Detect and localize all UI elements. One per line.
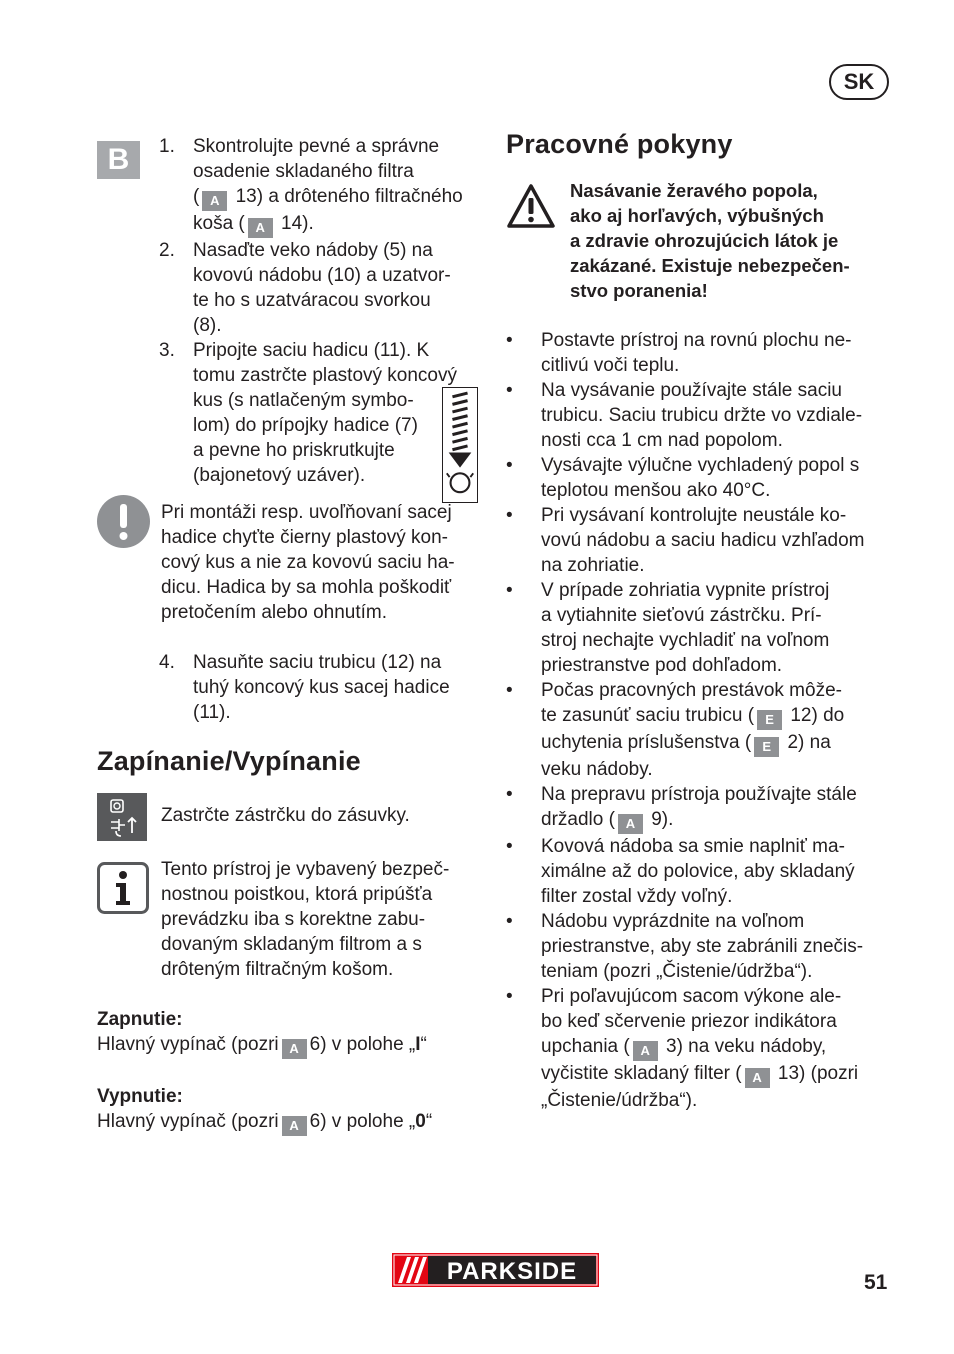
switch-off-text: Hlavný vypínač (pozri A 6) v polohe „0“ [97,1109,485,1136]
left-column [97,134,485,1136]
step-4 [97,650,485,725]
step-number: 1. [159,136,175,157]
step-text: osadenie skladaného filtra [193,161,414,182]
step-text: a pevne ho priskrutkujte [193,440,395,461]
step-number: 4. [159,652,175,673]
switch-on-label: Zapnutie: [97,1009,183,1030]
figure-ref-badge: A [282,1039,307,1059]
switch-off-label: Vypnutie: [97,1086,183,1107]
note-text: nostnou poistkou, ktorá pripúšťa [161,884,433,905]
note-text: Pri montáži resp. uvoľňovaní sacej [161,502,452,523]
step-text: Pripojte saciu hadicu (11). K [193,340,430,361]
figure-ref-badge: A [202,191,227,211]
step-text: Nasaďte veko nádoby (5) na [193,240,433,261]
step-2 [97,238,485,338]
plug-instruction [97,793,485,841]
step-3 [97,338,485,488]
info-icon [97,862,149,914]
step-number: 2. [159,240,175,261]
work-instructions-heading: Pracovné pokyny [506,129,733,159]
section-b-badge: B [97,141,140,179]
bullet: • [506,455,513,476]
bayonet-connector-icon [442,387,478,503]
step-text: kovovú nádobu (10) a uzatvor- [193,265,451,286]
page-number: 51 [864,1271,888,1294]
warning-text: Nasávanie žeravého popola, [570,180,818,201]
bullet: • [506,680,513,701]
bullet: • [506,380,513,401]
note-text: drôteným filtračným košom. [161,959,394,980]
warning-text: stvo poranenia! [570,280,708,301]
step-1 [97,134,485,238]
switch-on-text: Hlavný vypínač (pozri A 6) v polohe „I“ [97,1032,485,1059]
warning-text: ako aj horľavých, výbušných [570,205,824,226]
warning-note [506,178,896,303]
list-item: • Na vysávanie používajte stále saciu trubicu. Saciu trubicu držte vo vzdiale- nosti cca 1 cm nad popolom. [506,380,863,451]
list-item: • V prípade zohriatia vypnite prístroj a vytiahnite sieťovú zástrčku. Prí- stroj nechajte vychladiť na voľnom priestranstve pod dohľadom. [506,580,830,676]
step-text: te ho s uzatváracou svorkou [193,290,431,311]
parkside-logo [392,1253,599,1287]
step-text: tuhý koncový kus sacej hadice [193,677,450,698]
exclamation-icon [97,495,150,548]
caution-note [97,500,485,625]
onoff-heading: Zapínanie/Vypínanie [97,746,361,776]
step-text: (8). [193,315,222,336]
note-text: cový kus a nie za kovovú saciu ha- [161,552,455,573]
bullet: • [506,330,513,351]
step-text: Nasuňte saciu trubicu (12) na [193,652,442,673]
bullet: • [506,911,513,932]
bullet: • [506,836,513,857]
step-number: 3. [159,340,175,361]
figure-ref-badge: A [745,1068,770,1088]
step-text: ( A 13) a drôteného filtračného [193,184,485,211]
bullet: • [506,784,513,805]
step-text: Skontrolujte pevné a správne [193,136,440,157]
note-text: prevádzku iba s korektne zabu- [161,909,426,930]
figure-ref-badge: A [618,814,643,834]
note-text: dovaným skladaným filtrom a s [161,934,422,955]
list-item: • Na prepravu prístroja používajte stále držadlo ( A 9). [506,782,896,834]
plug-text: Zastrčte zástrčku do zásuvky. [161,805,410,826]
brand-name: PARKSIDE [446,1258,578,1285]
list-item: • Pri vysávaní kontrolujte neustále ko- vovú nádobu a saciu hadicu vzhľadom na zohriatie. [506,505,865,576]
note-text: Tento prístroj je vybavený bezpeč- [161,859,450,880]
step-text: (11). [193,702,231,723]
power-plug-icon [97,793,147,841]
warning-text: zakázané. Existuje nebezpečen- [570,255,850,276]
list-item: • Postavte prístroj na rovnú plochu ne- citlivú voči teplu. [506,330,852,376]
right-column [506,129,896,1113]
bullet: • [506,580,513,601]
bullet: • [506,505,513,526]
figure-ref-badge: E [757,710,782,730]
step-text: (bajonetový uzáver). [193,465,366,486]
note-text: hadice chyťte čierny plastový kon- [161,527,448,548]
list-item: • Pri poľavujúcom sacom výkone ale- bo keď sčervenie priezor indikátora upchania ( A 3) na veku nádoby, vyčistite skladaný filter ( A 13) (pozri „Čistenie/údržba“). [506,986,859,1111]
figure-ref-badge: A [282,1116,307,1136]
figure-ref-badge: A [248,218,273,238]
figure-ref-badge: E [754,737,779,757]
step-text: lom) do prípojky hadice (7) [193,415,418,436]
note-text: pretočením alebo ohnutím. [161,602,388,623]
step-text: kus (s natlačeným symbo- [193,390,414,411]
step-text: tomu zastrčte plastový koncový [193,365,457,386]
list-item: • Počas pracovných prestávok môže- te zasunúť saciu trubicu ( E 12) do uchytenia príslušenstva ( E 2) na veku nádoby. [506,680,845,780]
info-note [97,857,485,982]
bullet: • [506,986,513,1007]
figure-ref-badge: A [633,1041,658,1061]
list-item: • Vysávajte výlučne vychladený popol s teplotou menšou ako 40°C. [506,455,860,501]
list-item: • Kovová nádoba sa smie naplniť ma- ximálne až do polovice, aby skladaný filter zostal vždy voľný. [506,836,855,907]
warning-triangle-icon [506,183,556,229]
language-badge: SK [829,64,889,100]
step-text: koša ( A 14). [193,211,485,238]
list-item: • Nádobu vyprázdnite na voľnom priestranstve, aby ste zabránili znečis- teniam (pozri „Čistenie/údržba“). [506,911,864,982]
warning-text: a zdravie ohrozujúcich látok je [570,230,839,251]
note-text: dicu. Hadica by sa mohla poškodiť [161,577,452,598]
